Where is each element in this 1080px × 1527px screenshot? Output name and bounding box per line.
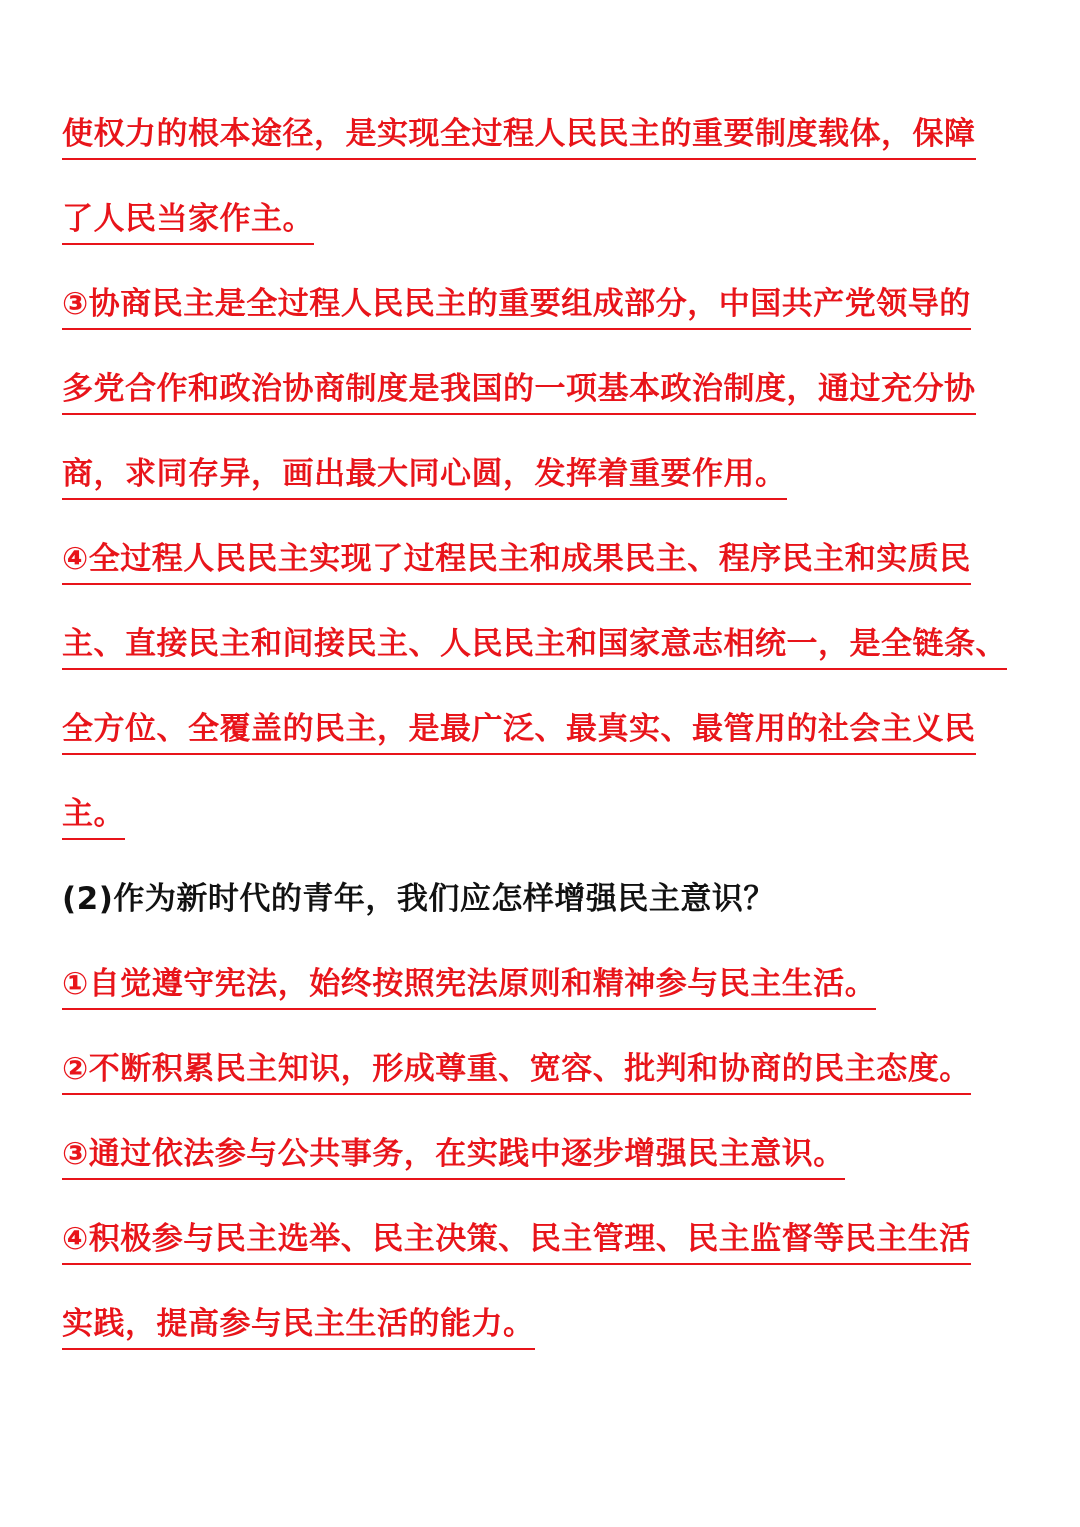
answer-text: 主、直接民主和间接民主、人民民主和国家意志相统一，是全链条、 — [62, 622, 1007, 670]
answer-line — [62, 792, 1022, 877]
answer-text: 商，求同存异，画出最大同心圆，发挥着重要作用。 — [62, 452, 787, 500]
question-text: (2)作为新时代的青年，我们应怎样增强民主意识？ — [62, 881, 775, 917]
answer-text: ④积极参与民主选举、民主决策、民主管理、民主监督等民主生活 — [62, 1217, 971, 1265]
answer-text: ①自觉遵守宪法，始终按照宪法原则和精神参与民主生活。 — [62, 962, 876, 1010]
answer-line — [62, 112, 1022, 197]
answer-line — [62, 707, 1022, 792]
answer-line — [62, 197, 1022, 282]
answer-line — [62, 1132, 1022, 1217]
answer-text: 使权力的根本途径，是实现全过程人民民主的重要制度载体，保障 — [62, 112, 976, 160]
answer-text: 多党合作和政治协商制度是我国的一项基本政治制度，通过充分协 — [62, 367, 976, 415]
answer-line — [62, 1047, 1022, 1132]
answer-line — [62, 1302, 1022, 1387]
answer-text: 全方位、全覆盖的民主，是最广泛、最真实、最管用的社会主义民 — [62, 707, 976, 755]
answer-text: 主。 — [62, 792, 125, 840]
answer-text: ③协商民主是全过程人民民主的重要组成部分，中国共产党领导的 — [62, 282, 971, 330]
answer-text: 实践，提高参与民主生活的能力。 — [62, 1302, 535, 1350]
answer-text: ④全过程人民民主实现了过程民主和成果民主、程序民主和实质民 — [62, 537, 971, 585]
answer-line — [62, 367, 1022, 452]
answer-line — [62, 1217, 1022, 1302]
answer-line — [62, 537, 1022, 622]
question-line — [62, 877, 1022, 962]
answer-line — [62, 452, 1022, 537]
answer-line — [62, 962, 1022, 1047]
answer-line — [62, 622, 1022, 707]
answer-text: ③通过依法参与公共事务，在实践中逐步增强民主意识。 — [62, 1132, 845, 1180]
answer-text: ②不断积累民主知识，形成尊重、宽容、批判和协商的民主态度。 — [62, 1047, 971, 1095]
answer-text: 了人民当家作主。 — [62, 197, 314, 245]
document-page — [62, 112, 1022, 1387]
answer-line — [62, 282, 1022, 367]
